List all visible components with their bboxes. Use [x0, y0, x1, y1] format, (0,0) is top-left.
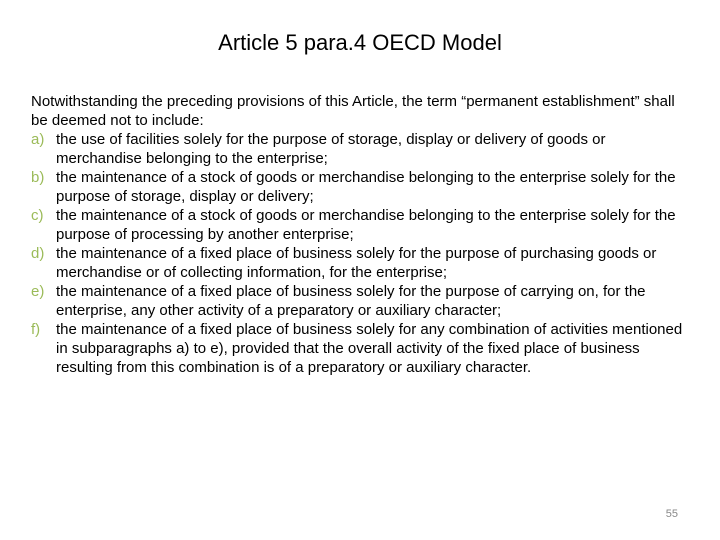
list-item-text: the maintenance of a stock of goods or merchandise belonging to the enterprise solely for the purpose of processing by another enterprise; — [56, 207, 676, 243]
list-item-text: the use of facilities solely for the purpose of storage, display or delivery of goods or merchandise belonging to the enterprise; — [56, 131, 606, 167]
list-marker: f) — [31, 321, 41, 338]
list-item-text: the maintenance of a stock of goods or merchandise belonging to the enterprise solely for the purpose of storage, display or delivery; — [56, 169, 676, 205]
list-item-text: the maintenance of a fixed place of business solely for the purpose of carrying on, for the enterprise, any other activity of a preparatory or auxiliary character; — [56, 283, 646, 319]
list-item-text: the maintenance of a fixed place of business solely for any combination of activities mentioned in subparagraphs a) to e), provided that the overall activity of the fixed place of business resulting from this combination is of a preparatory or auxiliary character. — [56, 321, 683, 376]
list-marker: c) — [31, 207, 44, 224]
list-item-c — [31, 206, 691, 244]
intro-paragraph: Notwithstanding the preceding provisions of this Article, the term “permanent establishment” shall be deemed not to include: — [31, 93, 675, 129]
body-text — [31, 92, 691, 377]
list-item-d — [31, 244, 691, 282]
list-marker: b) — [31, 169, 45, 186]
list-item-e — [31, 282, 691, 320]
list-marker: a) — [31, 131, 45, 148]
list-item-a — [31, 130, 691, 168]
list-item-b — [31, 168, 691, 206]
list-marker: d) — [31, 245, 45, 262]
exclusion-list — [31, 130, 691, 377]
list-marker: e) — [31, 283, 45, 300]
list-item-text: the maintenance of a fixed place of business solely for the purpose of purchasing goods or merchandise or of collecting information, for the enterprise; — [56, 245, 657, 281]
slide-title: Article 5 para.4 OECD Model — [218, 30, 502, 55]
list-item-f — [31, 320, 691, 377]
page-number: 55 — [665, 508, 678, 520]
